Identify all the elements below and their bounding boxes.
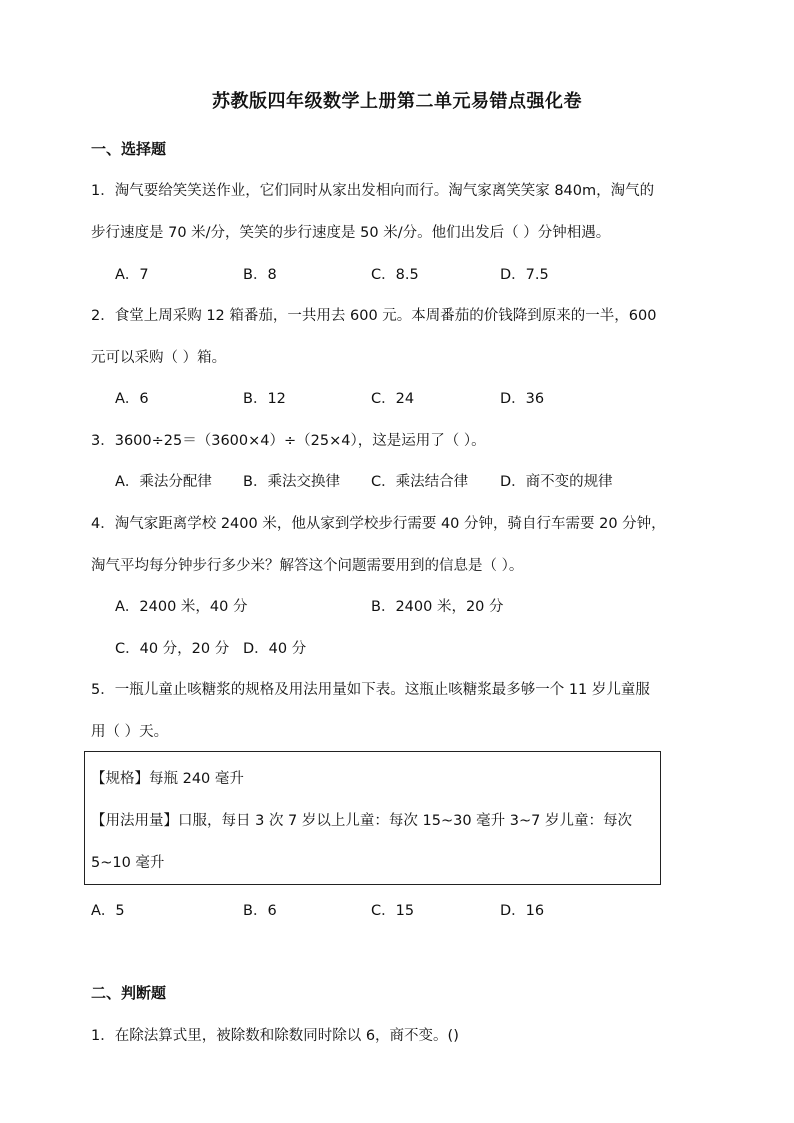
question-1-option-a: A．7 (115, 267, 149, 283)
question-2-option-c: C．24 (371, 391, 415, 407)
question-2-line-2: 元可以采购（ ）箱。 (91, 350, 227, 366)
section-heading-choice: 一、选择题 (91, 140, 167, 158)
question-1-line-2: 步行速度是 70 米/分，笑笑的步行速度是 50 米/分。他们出发后（ ）分钟相遇。 (91, 225, 611, 241)
question-5-option-b: B．6 (243, 903, 277, 919)
question-5-option-a: A．5 (91, 903, 125, 919)
question-1-option-c: C．8.5 (371, 267, 419, 283)
judgement-question-1: 1．在除法算式里，被除数和除数同时除以 6，商不变。() (91, 1028, 459, 1044)
question-2-option-b: B．12 (243, 391, 286, 407)
question-3-option-d: D．商不变的规律 (500, 474, 613, 490)
question-5-line-2: 用（ ）天。 (91, 724, 169, 740)
question-3-line-1: 3．3600÷25＝（3600×4）÷（25×4），这是运用了（ ）。 (91, 433, 486, 449)
syrup-usage-line-2: 5~10 毫升 (91, 855, 165, 871)
question-2-option-d: D．36 (500, 391, 545, 407)
question-2-option-a: A．6 (115, 391, 149, 407)
syrup-usage-line-1: 【用法用量】口服，每日 3 次 7 岁以上儿童：每次 15~30 毫升 3~7 岁儿童：每次 (91, 813, 632, 829)
question-1-option-d: D．7.5 (500, 267, 549, 283)
question-5-option-c: C．15 (371, 903, 415, 919)
question-3-option-c: C．乘法结合律 (371, 474, 469, 490)
syrup-spec: 【规格】每瓶 240 毫升 (91, 771, 244, 787)
question-4-option-d: D．40 分 (243, 641, 307, 657)
question-4-option-a: A．2400 米，40 分 (115, 599, 248, 615)
question-5-option-d: D．16 (500, 903, 545, 919)
question-3-option-b: B．乘法交换律 (243, 474, 340, 490)
question-4-option-c: C．40 分，20 分 (115, 641, 230, 657)
question-5-line-1: 5．一瓶儿童止咳糖浆的规格及用法用量如下表。这瓶止咳糖浆最多够一个 11 岁儿童服 (91, 682, 650, 698)
question-4-line-1: 4．淘气家距离学校 2400 米，他从家到学校步行需要 40 分钟，骑自行车需要 20 分钟， (91, 516, 666, 532)
question-1-option-b: B．8 (243, 267, 277, 283)
section-heading-judgement: 二、判断题 (91, 984, 167, 1002)
question-4-option-b: B．2400 米，20 分 (371, 599, 504, 615)
question-2-line-1: 2．食堂上周采购 12 箱番茄，一共用去 600 元。本周番茄的价钱降到原来的一半，600 (91, 308, 657, 324)
question-3-option-a: A．乘法分配律 (115, 474, 212, 490)
page-title: 苏教版四年级数学上册第二单元易错点强化卷 (212, 91, 582, 112)
question-1-line-1: 1．淘气要给笑笑送作业，它们同时从家出发相向而行。淘气家离笑笑家 840m，淘气的 (91, 183, 655, 199)
question-4-line-2: 淘气平均每分钟步行多少米？解答这个问题需要用到的信息是（ ）。 (91, 558, 524, 574)
